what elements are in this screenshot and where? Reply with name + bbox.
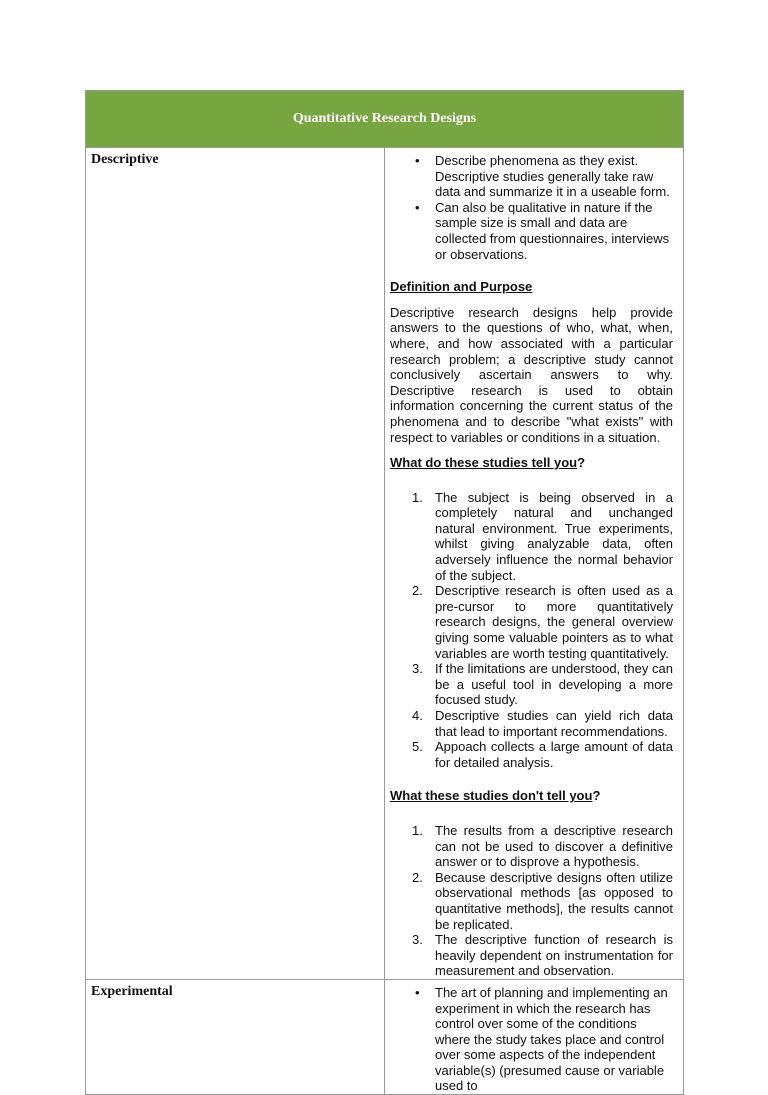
definition-heading — [390, 279, 673, 295]
bullet-item: • The art of planning and implementing an experiment in which the research has control over some of the conditions where the study takes place and control over some aspects of the independent variable(s) (presumed cause or variable used to — [435, 985, 673, 1094]
definition-paragraph: Descriptive research designs help provide answers to the questions of who, what, when, where, and how associated with a particular research problem; a descriptive study cannot conclusively ascertain answers to why. Descriptive research is used to obtain information concerning the current status of the phenomena and to describe "what exists" with respect to variables or conditions in a situation. — [390, 304, 673, 445]
list-item: 1. The subject is being observed in a completely natural and unchanged natural environment. True experiments, whilst giving analyzable data, often adversely influence the normal behavior of the subject. — [412, 489, 673, 583]
tell-heading — [390, 455, 673, 471]
tell-heading-mark: ? — [577, 455, 586, 471]
list-item: 3. The descriptive function of research is heavily dependent on instrumentation for measurement and observation. — [412, 932, 673, 979]
list-item-text: Because descriptive designs often utilize observational methods [as opposed to quantitative methods], the results cannot be replicated. — [435, 869, 673, 932]
tell-list — [390, 490, 673, 771]
bullet-item: • Describe phenomena as they exist. Descriptive studies generally take raw data and summarize it in a useable form. — [435, 153, 673, 200]
bullet-item: • Can also be qualitative in nature if the sample size is small and data are collected from questionnaires, interviews or observations. — [435, 200, 673, 262]
list-item: 5. Appoach collects a large amount of data for detailed analysis. — [412, 739, 673, 770]
list-item-text: Appoach collects a large amount of data for detailed analysis. — [435, 739, 673, 770]
dont-heading-text: What these studies don't tell you — [390, 788, 593, 804]
list-item-text: Descriptive research is often used as a pre-cursor to more quantitatively research designs, the general overview giving some valuable pointers as to what variables are worth testing quantitatively. — [435, 583, 673, 661]
dont-list — [390, 823, 673, 979]
header-row — [86, 91, 684, 148]
tell-heading-text: What do these studies tell you — [390, 455, 578, 471]
descriptive-bullet-list — [390, 153, 673, 262]
list-item-text: The descriptive function of research is heavily dependent on instrumentation for measurement and observation. — [435, 932, 673, 979]
descriptive-label: Descriptive — [86, 148, 385, 980]
list-item: 3. If the limitations are understood, they can be a useful tool in developing a more focused study. — [412, 661, 673, 708]
experimental-label: Experimental — [86, 979, 385, 1094]
list-item: 1. The results from a descriptive research can not be used to discover a definitive answer or to disprove a hypothesis. — [412, 822, 673, 870]
list-item-text: If the limitations are understood, they can be a useful tool in developing a more focused study. — [435, 661, 673, 708]
descriptive-row — [86, 148, 684, 980]
table-title: Quantitative Research Designs — [86, 91, 684, 148]
dont-heading-mark: ? — [592, 788, 601, 804]
list-item-text: Descriptive studies can yield rich data that lead to important recommendations. — [435, 708, 673, 739]
dont-heading — [390, 788, 673, 804]
research-designs-table — [85, 90, 684, 1095]
list-item: 2. Descriptive research is often used as a pre-cursor to more quantitatively research designs, the general overview giving some valuable pointers as to what variables are worth testing quantitatively. — [412, 583, 673, 661]
list-item: 4. Descriptive studies can yield rich data that lead to important recommendations. — [412, 708, 673, 739]
list-item-text: The results from a descriptive research can not be used to discover a definitive answer or to disprove a hypothesis. — [435, 822, 673, 870]
experimental-row — [86, 979, 684, 1094]
experimental-bullet-list — [390, 985, 673, 1094]
descriptive-content — [385, 148, 684, 980]
list-item: 2. Because descriptive designs often utilize observational methods [as opposed to quantitative methods], the results cannot be replicated. — [412, 869, 673, 932]
experimental-content — [385, 979, 684, 1094]
list-item-text: The subject is being observed in a completely natural and unchanged natural environment. True experiments, whilst giving analyzable data, often adversely influence the normal behavior of the subject. — [435, 489, 673, 583]
definition-heading-text: Definition and Purpose — [390, 279, 533, 295]
